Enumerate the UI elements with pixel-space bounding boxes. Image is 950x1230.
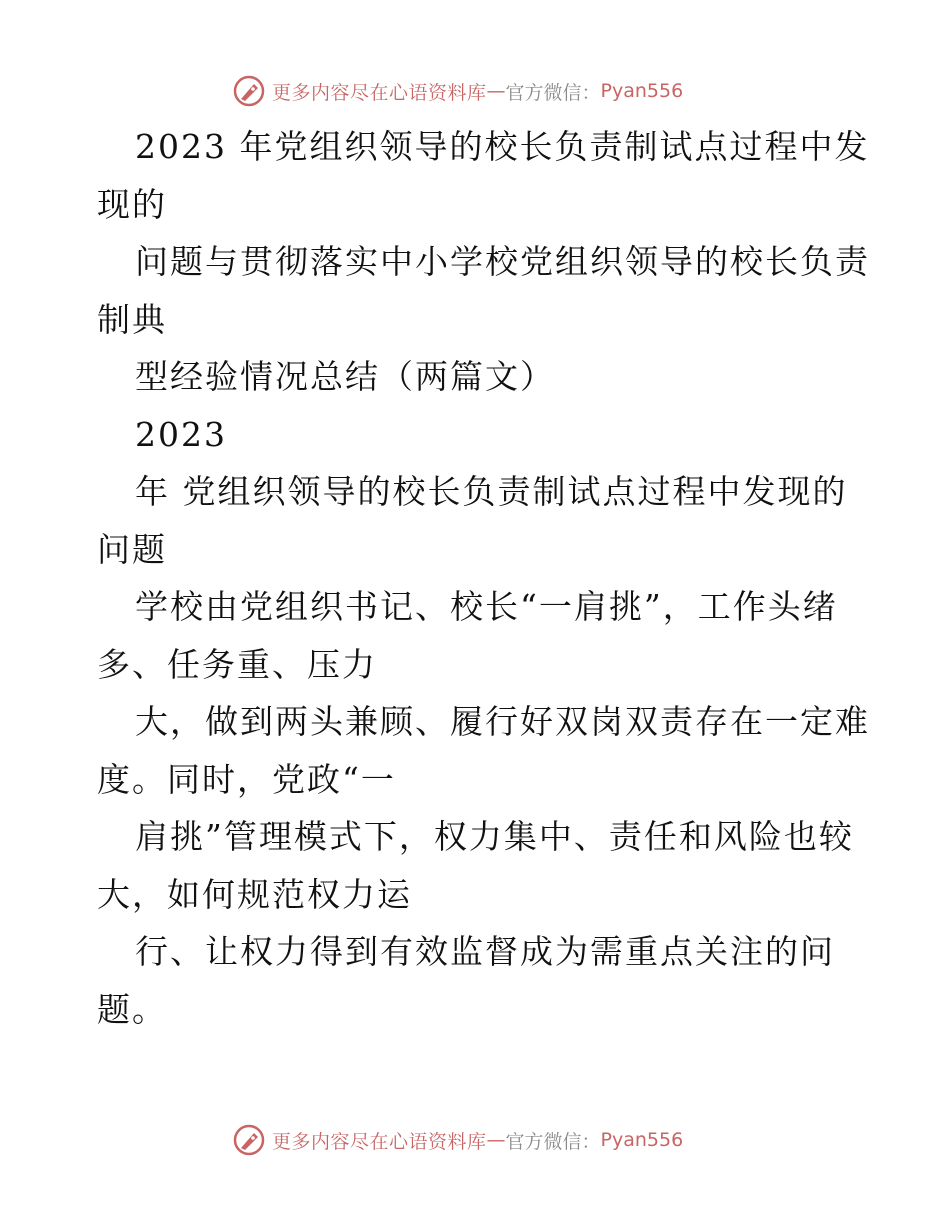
watermark-wechat-label: 官方微信： <box>505 1130 601 1153</box>
paragraph-line: 学校由党组织书记、校长“一肩挑”，工作头绪 <box>135 587 838 626</box>
header-watermark <box>232 71 683 111</box>
footer-watermark <box>232 1120 683 1160</box>
document-body <box>97 118 870 1038</box>
watermark-wechat-id: Pyan556 <box>600 1129 684 1151</box>
watermark-site-text: 更多内容尽在心语资料库 <box>272 1130 487 1153</box>
paragraph-line: 2023 年党组织领导的校长负责制试点过程中发 <box>135 127 870 166</box>
paragraph-line: 年 党组织领导的校长负责制试点过程中发现的 <box>135 472 848 511</box>
watermark-dash: — <box>486 1129 506 1151</box>
watermark-wechat-label: 官方微信： <box>505 81 601 104</box>
watermark-wechat-id: Pyan556 <box>600 80 684 102</box>
paragraph-line: 2023 <box>135 414 227 454</box>
paragraph-line: 度。同时，党政“一 <box>97 759 396 799</box>
paragraph-line: 行、让权力得到有效监督成为需重点关注的问 <box>135 932 835 971</box>
paragraph-line: 制典 <box>97 299 167 339</box>
paragraph-line: 问题与贯彻落实中小学校党组织领导的校长负责 <box>135 242 870 281</box>
paragraph-line: 肩挑”管理模式下，权力集中、责任和风险也较 <box>135 817 854 856</box>
paragraph-line: 大，做到两头兼顾、履行好双岗双责存在一定难 <box>135 702 870 741</box>
paragraph-line: 型经验情况总结（两篇文） <box>135 357 555 396</box>
paragraph-line: 大，如何规范权力运 <box>97 874 412 914</box>
paragraph-line: 题。 <box>97 989 167 1029</box>
paragraph-line: 问题 <box>97 529 167 569</box>
watermark-site-text: 更多内容尽在心语资料库 <box>272 81 487 104</box>
pen-nib-logo-icon <box>232 74 266 108</box>
paragraph-line: 现的 <box>97 184 167 224</box>
pen-nib-logo-icon <box>232 1123 266 1157</box>
watermark-dash: — <box>486 80 506 102</box>
paragraph-line: 多、任务重、压力 <box>97 644 377 684</box>
